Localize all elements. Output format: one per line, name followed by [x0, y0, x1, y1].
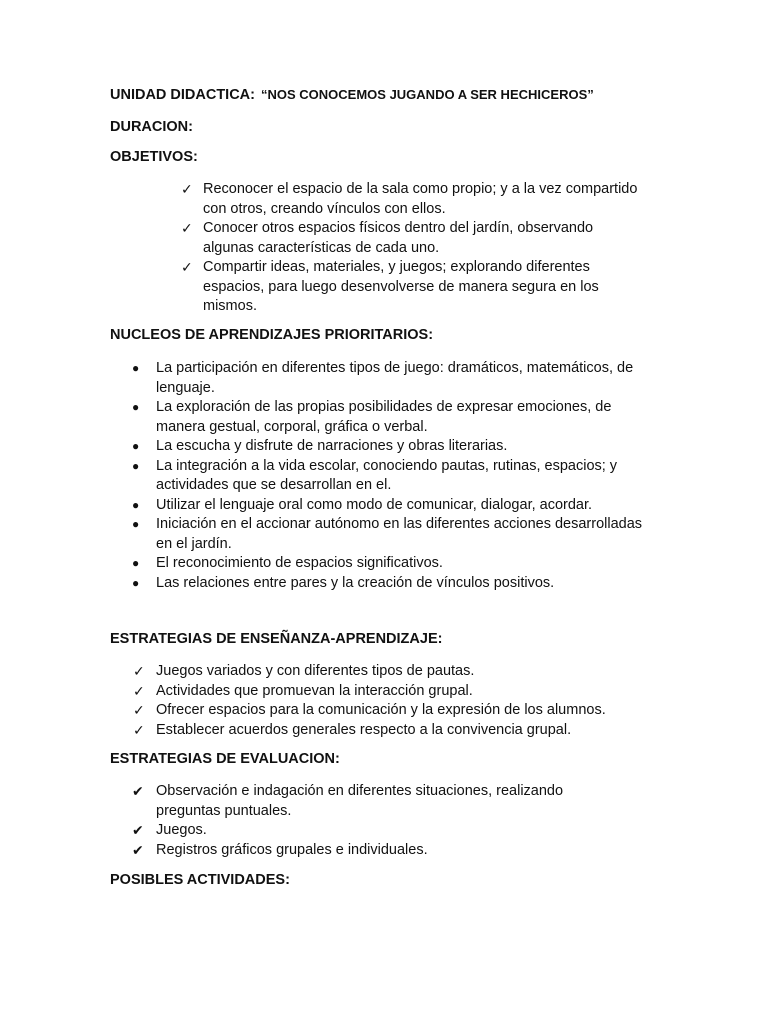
check-icon: ✓ [181, 220, 193, 236]
estrategias-evaluacion-heading: ESTRATEGIAS DE EVALUACION: [110, 751, 340, 767]
nucleo-item: ● Iniciación en el accionar autónomo en las diferentes acciones desarrolladas en el jardín. [132, 516, 643, 552]
evaluacion-item: ✔ Registros gráficos grupales e individuales. [156, 841, 626, 861]
check-icon: ✓ [133, 682, 145, 699]
bullet-icon: ● [132, 497, 140, 512]
bullet-icon: ● [132, 400, 140, 414]
nucleo-item: ● Utilizar el lenguaje oral como modo de comunicar, dialogar, acordar. [156, 496, 651, 516]
objetivo-item: ✓ Conocer otros espacios físicos dentro del jardín, observando algunas características de cada uno. [181, 220, 594, 256]
nucleos-list [132, 359, 651, 593]
unidad-label: UNIDAD DIDACTICA: [110, 87, 255, 103]
nucleo-item: ● El reconocimiento de espacios significativos. [156, 554, 651, 574]
nucleo-item: ● La escucha y disfrute de narraciones y obras literarias. [156, 437, 651, 457]
evaluacion-item: ✔ Observación e indagación en diferentes situaciones, realizando preguntas puntuales. [132, 783, 564, 819]
check-icon: ✔ [132, 822, 144, 838]
evaluacion-item: ✔ Juegos. [156, 821, 626, 841]
objetivos-heading: OBJETIVOS: [110, 149, 198, 165]
check-icon: ✓ [133, 721, 145, 738]
estrategia-item: ✓ Actividades que promuevan la interacción grupal. [156, 682, 656, 702]
estrategia-item: ✓ Ofrecer espacios para la comunicación y la expresión de los alumnos. [156, 701, 656, 721]
objetivos-list [181, 180, 643, 317]
bullet-icon: ● [132, 458, 140, 473]
objetivo-item: ✓ Compartir ideas, materiales, y juegos; explorando diferentes espacios, para luego desenvolverse de manera segura en los mismos. [181, 259, 599, 314]
unidad-title: “NOS CONOCEMOS JUGANDO A SER HECHICEROS” [261, 87, 594, 102]
nucleo-item: ● La integración a la vida escolar, conociendo pautas, rutinas, espacios; y actividades que se desarrollan en el. [132, 457, 618, 493]
unidad-heading [110, 86, 594, 104]
estrategias-evaluacion-list [132, 782, 626, 860]
objetivo-item: ✓ Reconocer el espacio de la sala como propio; y a la vez compartido con otros, creando vínculos con ellos. [181, 181, 638, 217]
posibles-actividades-heading: POSIBLES ACTIVIDADES: [110, 872, 290, 888]
check-icon: ✓ [133, 702, 145, 718]
estrategia-item: ✓ Juegos variados y con diferentes tipos de pautas. [156, 662, 656, 682]
check-icon: ✓ [181, 259, 193, 275]
bullet-icon: ● [132, 439, 140, 453]
estrategias-ensenanza-list [133, 662, 656, 740]
nucleo-item: ● La participación en diferentes tipos de juego: dramáticos, matemáticos, de lenguaje. [132, 360, 634, 396]
bullet-icon: ● [132, 575, 140, 590]
duracion-heading: DURACION: [110, 119, 193, 135]
check-icon: ✔ [132, 841, 144, 858]
bullet-icon: ● [132, 517, 140, 531]
nucleo-item: ● La exploración de las propias posibilidades de expresar emociones, de manera gestual, corporal, gráfica o verbal. [132, 399, 612, 435]
bullet-icon: ● [132, 556, 140, 570]
estrategia-item: ✓ Establecer acuerdos generales respecto a la convivencia grupal. [156, 721, 656, 741]
nucleo-item: ● Las relaciones entre pares y la creación de vínculos positivos. [156, 574, 651, 594]
check-icon: ✔ [132, 783, 144, 799]
estrategias-ensenanza-heading: ESTRATEGIAS DE ENSEÑANZA-APRENDIZAJE: [110, 631, 443, 647]
nucleos-heading: NUCLEOS DE APRENDIZAJES PRIORITARIOS: [110, 327, 434, 343]
check-icon: ✓ [133, 663, 145, 679]
bullet-icon: ● [132, 361, 140, 375]
check-icon: ✓ [181, 181, 193, 197]
